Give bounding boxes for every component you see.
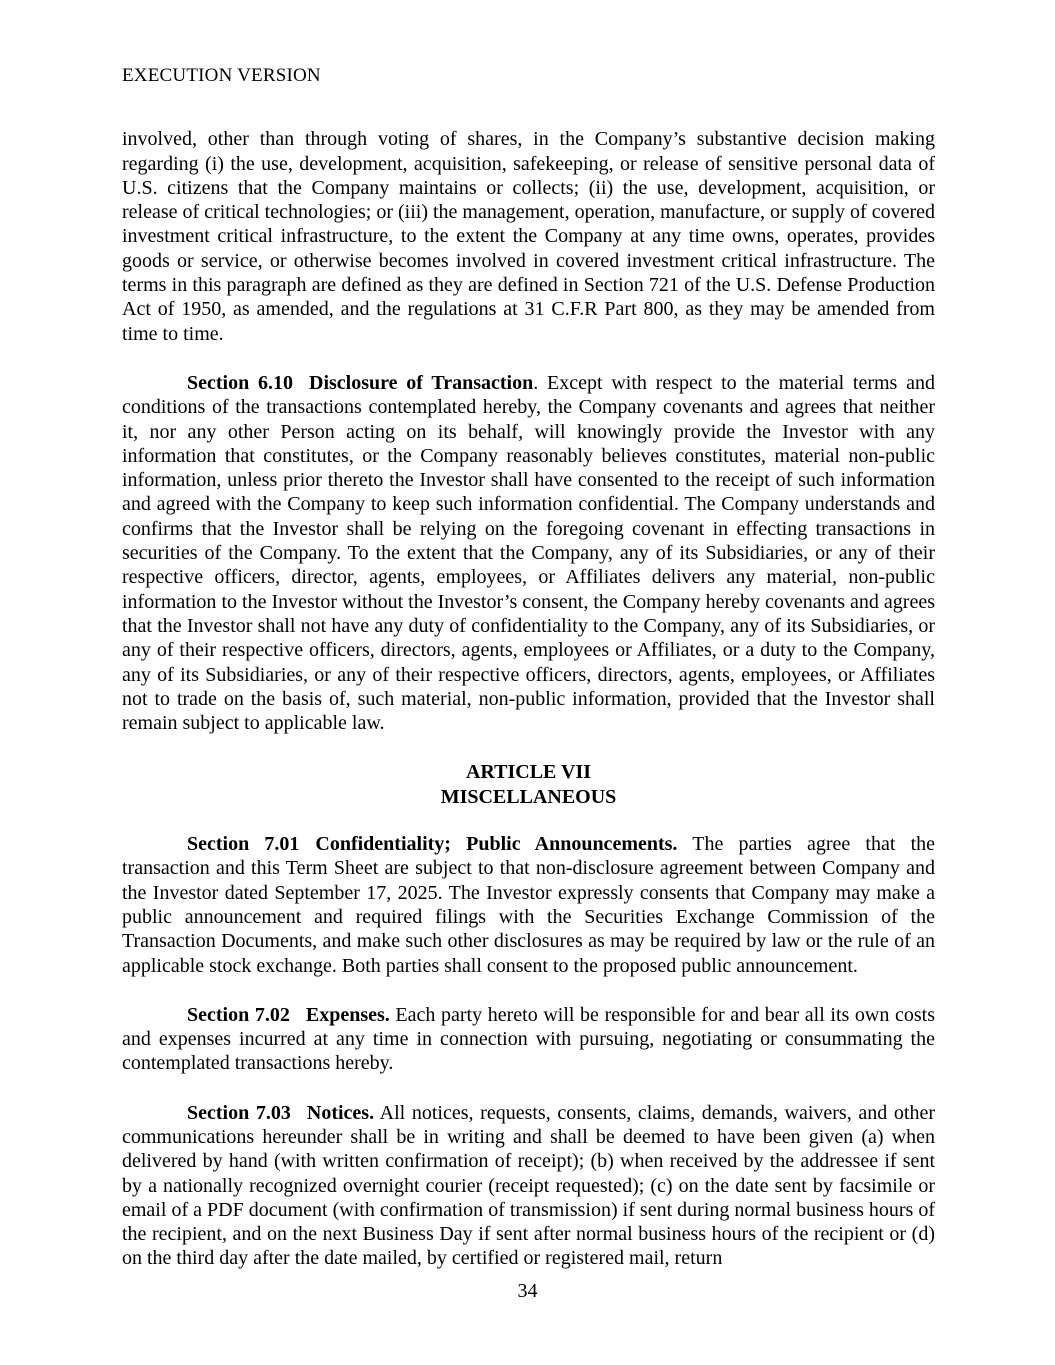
section-6-10-text: . Except with respect to the material terms and conditions of the transactions contemplated hereby, the Company covenants and agrees that neither it, nor any other Person acting on its behalf, will knowingly provide the Investor with any information that constitutes, or the Company reasonably believes constitutes, material non-public information, unless prior thereto the Investor shall have consented to the receipt of such information and agreed with the Company to keep such information confidential. The Company understands and confirms that the Investor shall be relying on the foregoing covenant in effecting transactions in securities of the Company. To the extent that the Company, any of its Subsidiaries, or any of their respective officers, director, agents, employees, or Affiliates delivers any material, non-public information to the Investor without the Investor’s consent, the Company hereby covenants and agrees that the Investor shall not have any duty of confidentiality to the Company, any of its Subsidiaries, or any of their respective officers, directors, agents, employees or Affiliates, or a duty to the Company, any of its Subsidiaries, or any of their respective officers, directors, agents, employees, or Affiliates not to trade on the basis of, such material, non-public information, provided that the Investor shall remain subject to applicable law.: [122, 371, 935, 735]
section-7-03-paragraph: [122, 1101, 935, 1271]
section-7-03-title: Notices.: [306, 1101, 375, 1124]
section-7-01-title: Confidentiality; Public Announcements.: [315, 833, 678, 856]
article-vii-heading: [122, 760, 935, 809]
paragraph-continuation: involved, other than through voting of shares, in the Company’s substantive decision making regarding (i) the use, development, acquisition, safekeeping, or release of sensitive personal data of U.S. citizens that the Company maintains or collects; (ii) the use, development, acquisition, or release of critical technologies; or (iii) the management, operation, manufacture, or supply of covered investment critical infrastructure, to the extent the Company at any time owns, operates, provides goods or service, or otherwise becomes involved in covered investment critical infrastructure. The terms in this paragraph are defined as they are defined in Section 721 of the U.S. Defense Production Act of 1950, as amended, and the regulations at 31 C.F.R Part 800, as they may be amended from time to time.: [122, 128, 936, 345]
section-7-02-title: Expenses.: [305, 1003, 390, 1026]
section-7-02-label: Section 7.02: [187, 1003, 290, 1026]
section-6-10-label: Section 6.10: [187, 371, 293, 394]
execution-version-header: EXECUTION VERSION: [122, 65, 321, 86]
section-7-01-text: The parties agree that the transaction and this Term Sheet are subject to that non-disclosure agreement between Company and the Investor dated September 17, 2025. The Investor expressly consents that Company may make a public announcement and required filings with the Securities Exchange Commission of the Transaction Documents, and make such other disclosures as may be required by law or the rule of an applicable stock exchange. Both parties shall consent to the proposed public announcement.: [122, 833, 935, 977]
section-6-10-paragraph: [122, 371, 935, 735]
section-7-03-text: All notices, requests, consents, claims, demands, waivers, and other communications hereunder shall be in writing and shall be deemed to have been given (a) when delivered by hand (with written confirmation of receipt); (b) when received by the addressee if sent by a nationally recognized overnight courier (receipt requested); (c) on the date sent by facsimile or email of a PDF document (with confirmation of transmission) if sent during normal business hours of the recipient, and on the next Business Day if sent after normal business hours of the recipient or (d) on the third day after the date mailed, by certified or registered mail, return: [122, 1101, 935, 1270]
section-7-01-paragraph: [122, 832, 935, 978]
article-vii-heading-line2: MISCELLANEOUS: [440, 785, 617, 808]
section-6-10-title: Disclosure of Transaction: [309, 371, 534, 394]
section-7-02-text: Each party hereto will be responsible for and bear all its own costs and expenses incurred at any time in connection with pursuing, negotiating or consummating the contemplated transactions hereby.: [122, 1003, 936, 1075]
section-7-02-paragraph: [122, 1003, 935, 1076]
section-7-03-label: Section 7.03: [187, 1101, 291, 1124]
section-7-01-label: Section 7.01: [187, 833, 300, 856]
article-vii-heading-line1: ARTICLE VII: [465, 761, 592, 784]
page-number: 34: [517, 1279, 538, 1302]
